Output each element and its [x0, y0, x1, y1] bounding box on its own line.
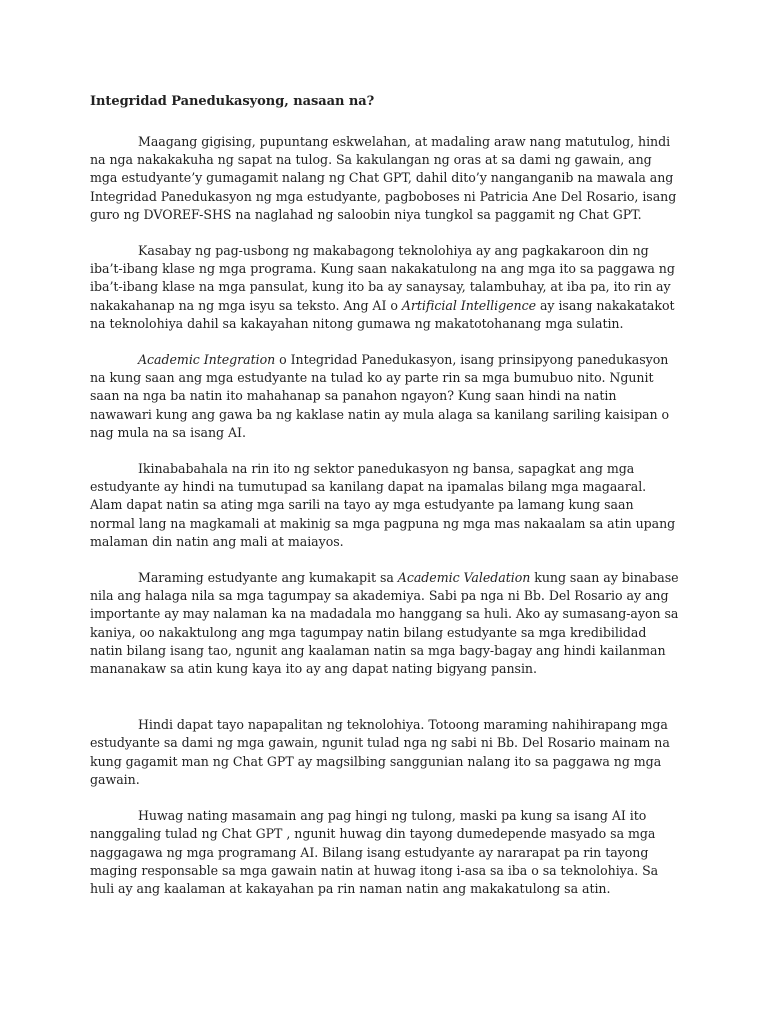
paragraph-7 [90, 807, 682, 898]
paragraph-4 [90, 460, 682, 551]
paragraph-5 [90, 569, 682, 678]
paragraph-3-italic-term: Academic Integration [138, 352, 276, 368]
paragraph-4-text: Ikinababahala na rin ito ng sektor panedukasyon ng bansa, sapagkat ang mga estudyante ay hindi na tumutupad sa kanilang dapat na ipamalas bilang mga magaaral. Alam dapat natin sa ating mga sarili na tayo ay mga estudyante pa lamang kung saan normal lang na magkamali at makinig sa mga pagpuna ng mga mas nakaalam sa atin upang malaman din natin ang mali at maiayos. [90, 461, 676, 549]
paragraph-5-text: Maraming estudyante ang kumakapit sa [138, 570, 398, 586]
paragraph-1-text: Maagang gigising, pupuntang eskwelahan, at madaling araw nang matutulog, hindi na nga nakakakuha ng sapat na tulog. Sa kakulangan ng oras at sa dami ng gawain, ang mga estudyante’y gumagamit nalang ng Chat GPT, dahil dito’y nanganganib na mawala ang Integridad Panedukasyon ng mga estudyante, pagboboses ni Patricia Ane Del Rosario, isang guro ng DVOREF-SHS na naglahad ng saloobin niya tungkol sa paggamit ng Chat GPT. [90, 134, 677, 222]
paragraph-3 [90, 351, 682, 442]
document-title: Integridad Panedukasyong, nasaan na? [90, 94, 375, 109]
document-page [90, 93, 682, 916]
paragraph-5-text-end: kung saan ay binabase nila ang halaga nila sa mga tagumpay sa akademiya. Sabi pa nga ni Bb. Del Rosario ay ang importante ay may nalaman ka na madadala mo hanggang sa huli. Ako ay sumasang-ayon sa kaniya, oo nakaktulong ang mga tagumpay natin bilang estudyante sa mga kredibilidad natin bilang isang tao, ngunit ang kaalaman natin sa mga bagy-bagay ang hindi kailanman mananakaw sa atin kung kaya ito ay ang dapat nating bigyang pansin. [90, 570, 679, 677]
paragraph-5-italic-term: Academic Valedation [397, 570, 531, 586]
paragraph-6-text: Hindi dapat tayo napapalitan ng teknolohiya. Totoong maraming nahihirapang mga estudyante sa dami ng mga gawain, ngunit tulad nga ng sabi ni Bb. Del Rosario mainam na kung gagamit man ng Chat GPT ay magsilbing sanggunian nalang ito sa paggawa ng mga gawain. [90, 717, 670, 787]
paragraph-2 [90, 242, 682, 333]
paragraph-2-text-end: ay isang nakakatakot na teknolohiya dahil sa kakayahan nitong gumawa ng makatotohanang mga sulatin. [90, 297, 675, 331]
paragraph-2-text: Kasabay ng pag-usbong ng makabagong teknolohiya ay ang pagkakaroon din ng iba’t-ibang klase ng mga programa. Kung saan nakakatulong na ang mga ito sa paggawa ng iba’t-ibang klase na mga pansulat, kung ito ba ay sanaysay, talambuhay, at iba pa, ito rin ay nakakahanap na ng mga isyu sa teksto. Ang AI o [90, 243, 675, 313]
paragraph-3-text: o Integridad Panedukasyon, isang prinsipyong panedukasyon na kung saan ang mga estudyante na tulad ko ay parte rin sa mga bumubuo nito. Ngunit saan na nga ba natin ito mahahanap sa panahon ngayon? Kung saan hindi na natin nawawari kung ang gawa ba ng kaklase natin ay mula alaga sa kanilang sariling kaisipan o nag mula na sa isang AI. [90, 352, 670, 440]
paragraph-1 [90, 133, 682, 224]
paragraph-6 [90, 716, 682, 789]
paragraph-7-text: Huwag nating masamain ang pag hingi ng tulong, maski pa kung sa isang AI ito nanggaling tulad ng Chat GPT , ngunit huwag din tayong dumedepende masyado sa mga naggagawa ng mga programang AI. Bilang isang estudyante ay nararapat pa rin tayong maging responsable sa mga gawain natin at huwag itong i-asa sa iba o sa teknolohiya. Sa huli ay ang kaalaman at kakayahan pa rin naman natin ang makakatulong sa atin. [90, 808, 659, 896]
paragraph-2-italic-term: Artificial Intelligence [401, 297, 537, 313]
